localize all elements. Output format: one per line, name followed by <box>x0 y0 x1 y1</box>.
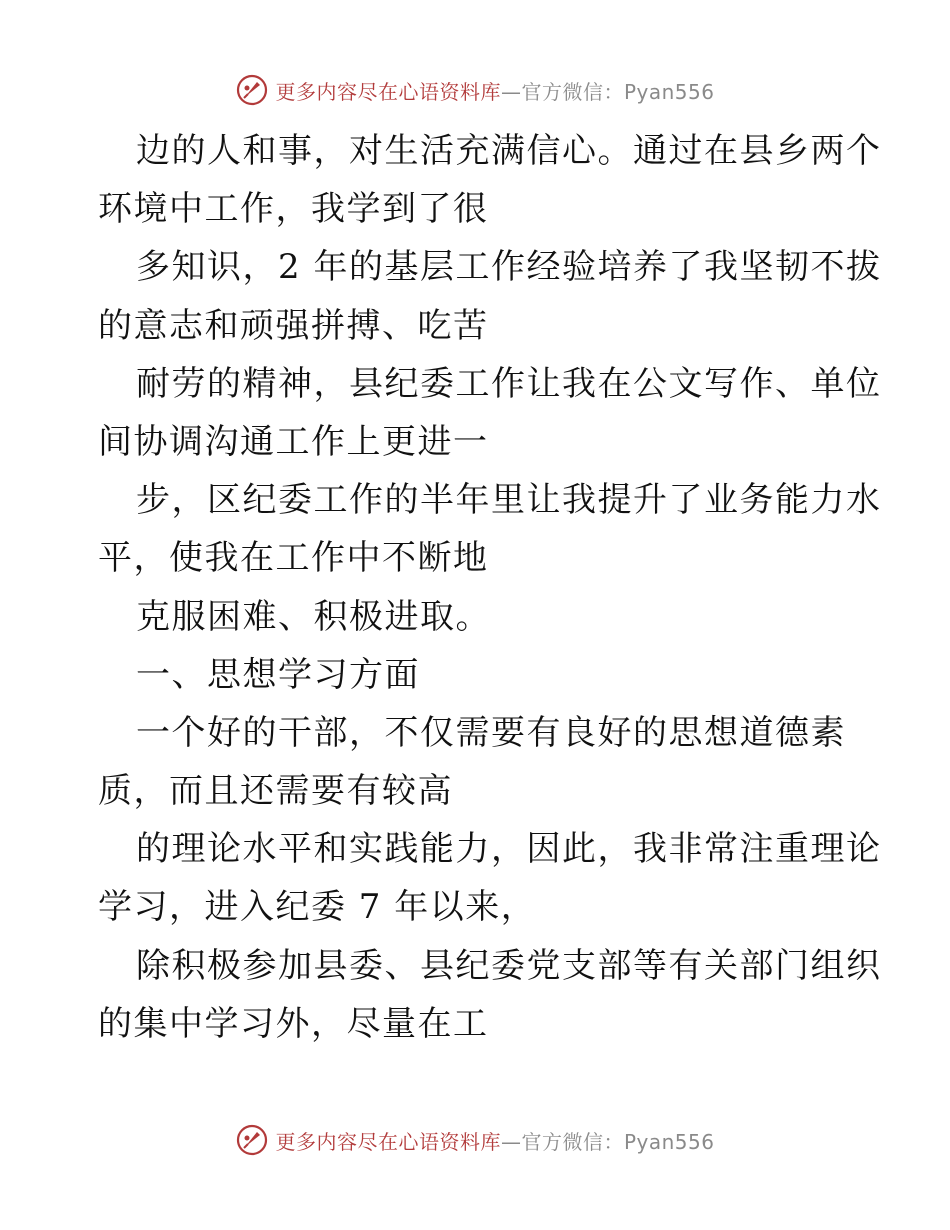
text-line: 质，而且还需要有较高 <box>98 771 453 812</box>
header-banner-text <box>275 76 714 105</box>
footer-contact-text: —官方微信：Pyan556 <box>500 1129 715 1154</box>
text-line: 多知识，2 年的基层工作经验培养了我坚韧不拔 <box>136 247 882 288</box>
document-body <box>98 122 882 1053</box>
text-line: 间协调沟通工作上更进一 <box>98 421 489 462</box>
text-line: 耐劳的精神，县纪委工作让我在公文写作、单位 <box>136 363 882 404</box>
text-line: 一个好的干部，不仅需要有良好的思想道德素 <box>136 712 846 753</box>
feather-pen-logo-icon <box>235 73 269 107</box>
text-line: 边的人和事，对生活充满信心。通过在县乡两个 <box>136 131 882 171</box>
text-line: 克服困难、积极进取。 <box>136 596 491 637</box>
text-line: 环境中工作，我学到了很 <box>98 189 489 230</box>
text-line: 的集中学习外，尽量在工 <box>98 1003 489 1044</box>
section-heading: 一、思想学习方面 <box>136 654 420 695</box>
text-line: 除积极参加县委、县纪委党支部等有关部门组织 <box>136 945 882 986</box>
header-banner <box>0 70 950 110</box>
header-contact-text: —官方微信：Pyan556 <box>500 79 715 104</box>
text-line: 学习，进入纪委 7 年以来， <box>98 887 537 928</box>
text-line: 的理论水平和实践能力，因此，我非常注重理论 <box>136 829 882 870</box>
footer-banner <box>0 1120 950 1160</box>
text-line: 的意志和顽强拼搏、吃苦 <box>98 305 489 346</box>
text-line: 平，使我在工作中不断地 <box>98 538 489 579</box>
footer-brand-text: 更多内容尽在心语资料库 <box>275 1129 501 1154</box>
header-brand-text: 更多内容尽在心语资料库 <box>275 79 501 104</box>
footer-banner-text <box>275 1126 714 1155</box>
text-line: 步，区纪委工作的半年里让我提升了业务能力水 <box>136 480 882 521</box>
feather-pen-logo-icon <box>235 1123 269 1157</box>
